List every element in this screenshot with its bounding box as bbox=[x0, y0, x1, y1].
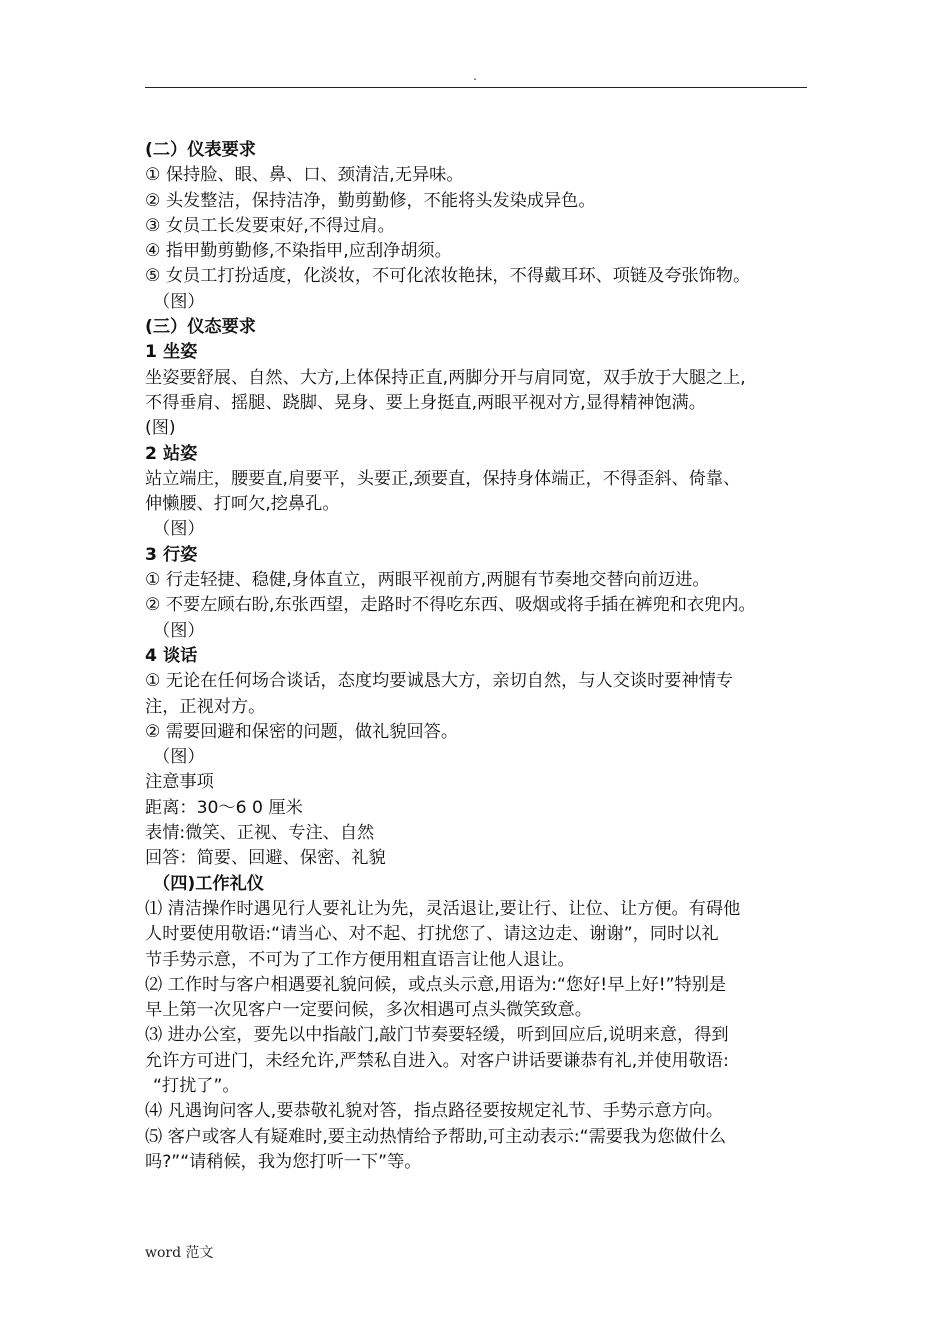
paragraph-line: ② 头发整洁，保持洁净，勤剪勤修，不能将头发染成异色。 bbox=[145, 190, 596, 211]
paragraph-line: 不得垂肩、摇腿、跷脚、晃身、要上身挺直,两眼平视对方,显得精神饱满。 bbox=[145, 392, 706, 413]
page-header-mark: . bbox=[473, 69, 477, 83]
section-heading: 2 站姿 bbox=[145, 443, 198, 464]
paragraph-line: 注意事项 bbox=[145, 772, 214, 793]
paragraph-line: 坐姿要舒展、自然、大方,上体保持正直,两脚分开与肩同宽，双手放于大腿之上, bbox=[145, 367, 746, 388]
document-body bbox=[145, 138, 815, 1175]
section-heading: (二）仪表要求 bbox=[145, 140, 256, 160]
paragraph-line: ⑵ 工作时与客户相遇要礼貌问候，或点头示意,用语为:“您好!早上好!”特别是 bbox=[145, 974, 727, 995]
paragraph-line: ⑷ 凡遇询问客人,要恭敬礼貌对答，指点路径要按规定礼节、手势示意方向。 bbox=[145, 1101, 724, 1122]
paragraph-line: 节手势示意，不可为了工作方便用粗直语言让他人退让。 bbox=[145, 949, 575, 970]
paragraph-line: 早上第一次见客户一定要问候，多次相遇可点头微笑致意。 bbox=[145, 1000, 592, 1021]
paragraph-line: ⑴ 清洁操作时遇见行人要礼让为先，灵活退让,要让行、让位、让方便。有碍他 bbox=[145, 898, 741, 919]
page-footer: word 范文 bbox=[145, 1245, 214, 1261]
paragraph-line: 吗?”“请稍候，我为您打听一下”等。 bbox=[145, 1151, 422, 1172]
section-heading: 4 谈话 bbox=[145, 645, 198, 666]
paragraph-line: ② 不要左顾右盼,东张西望，走路时不得吃东西、吸烟或将手插在裤兜和衣兜内。 bbox=[145, 595, 756, 616]
paragraph-line: （图） bbox=[153, 620, 205, 641]
paragraph-line: 允许方可进门，未经允许,严禁私自进入。对客户讲话要谦恭有礼,并使用敬语: bbox=[145, 1050, 729, 1071]
header-rule bbox=[145, 87, 807, 88]
paragraph-line: 表情:微笑、正视、专注、自然 bbox=[145, 823, 375, 844]
paragraph-line: （图） bbox=[153, 291, 205, 312]
section-heading: (三）仪态要求 bbox=[145, 317, 256, 338]
section-heading: 1 坐姿 bbox=[145, 342, 198, 363]
paragraph-line: 注，正视对方。 bbox=[145, 696, 266, 717]
paragraph-line: （图） bbox=[153, 747, 205, 768]
paragraph-line: ① 保持脸、眼、鼻、口、颈清洁,无异味。 bbox=[145, 165, 464, 186]
paragraph-line: ⑤ 女员工打扮适度，化淡妆，不可化浓妆艳抹，不得戴耳环、项链及夸张饰物。 bbox=[145, 266, 751, 287]
paragraph-line: 伸懒腰、打呵欠,挖鼻孔。 bbox=[145, 494, 340, 515]
paragraph-line: ① 行走轻捷、稳健,身体直立，两眼平视前方,两腿有节奏地交替向前迈进。 bbox=[145, 570, 710, 591]
paragraph-line: ③ 女员工长发要束好,不得过肩。 bbox=[145, 215, 395, 236]
paragraph-line: 距离：30～6 0 厘米 bbox=[145, 797, 303, 818]
paragraph-line: ① 无论在任何场合谈话，态度均要诚恳大方，亲切自然，与人交谈时要神情专 bbox=[145, 671, 734, 692]
paragraph-line: ⑶ 进办公室，要先以中指敲门,敲门节奏要轻缓，听到回应后,说明来意，得到 bbox=[145, 1025, 729, 1046]
paragraph-line: ② 需要回避和保密的问题，做礼貌回答。 bbox=[145, 721, 459, 742]
paragraph-line: ④ 指甲勤剪勤修,不染指甲,应刮净胡须。 bbox=[145, 241, 452, 262]
paragraph-line: （图） bbox=[153, 519, 205, 540]
paragraph-line: 站立端庄，腰要直,肩要平，头要正,颈要直，保持身体端正，不得歪斜、倚靠、 bbox=[145, 468, 741, 489]
paragraph-line: ⑸ 客户或客人有疑难时,要主动热情给予帮助,可主动表示:“需要我为您做什么 bbox=[145, 1126, 727, 1147]
paragraph-line: “打扰了”。 bbox=[153, 1075, 240, 1096]
paragraph-line: (图) bbox=[145, 418, 176, 439]
paragraph-line: 回答：简要、回避、保密、礼貌 bbox=[145, 848, 386, 869]
section-heading: 3 行姿 bbox=[145, 544, 198, 565]
section-heading: （四)工作礼仪 bbox=[153, 873, 264, 894]
paragraph-line: 人时要使用敬语:“请当心、对不起、打扰您了、请这边走、谢谢”，同时以礼 bbox=[145, 924, 719, 945]
